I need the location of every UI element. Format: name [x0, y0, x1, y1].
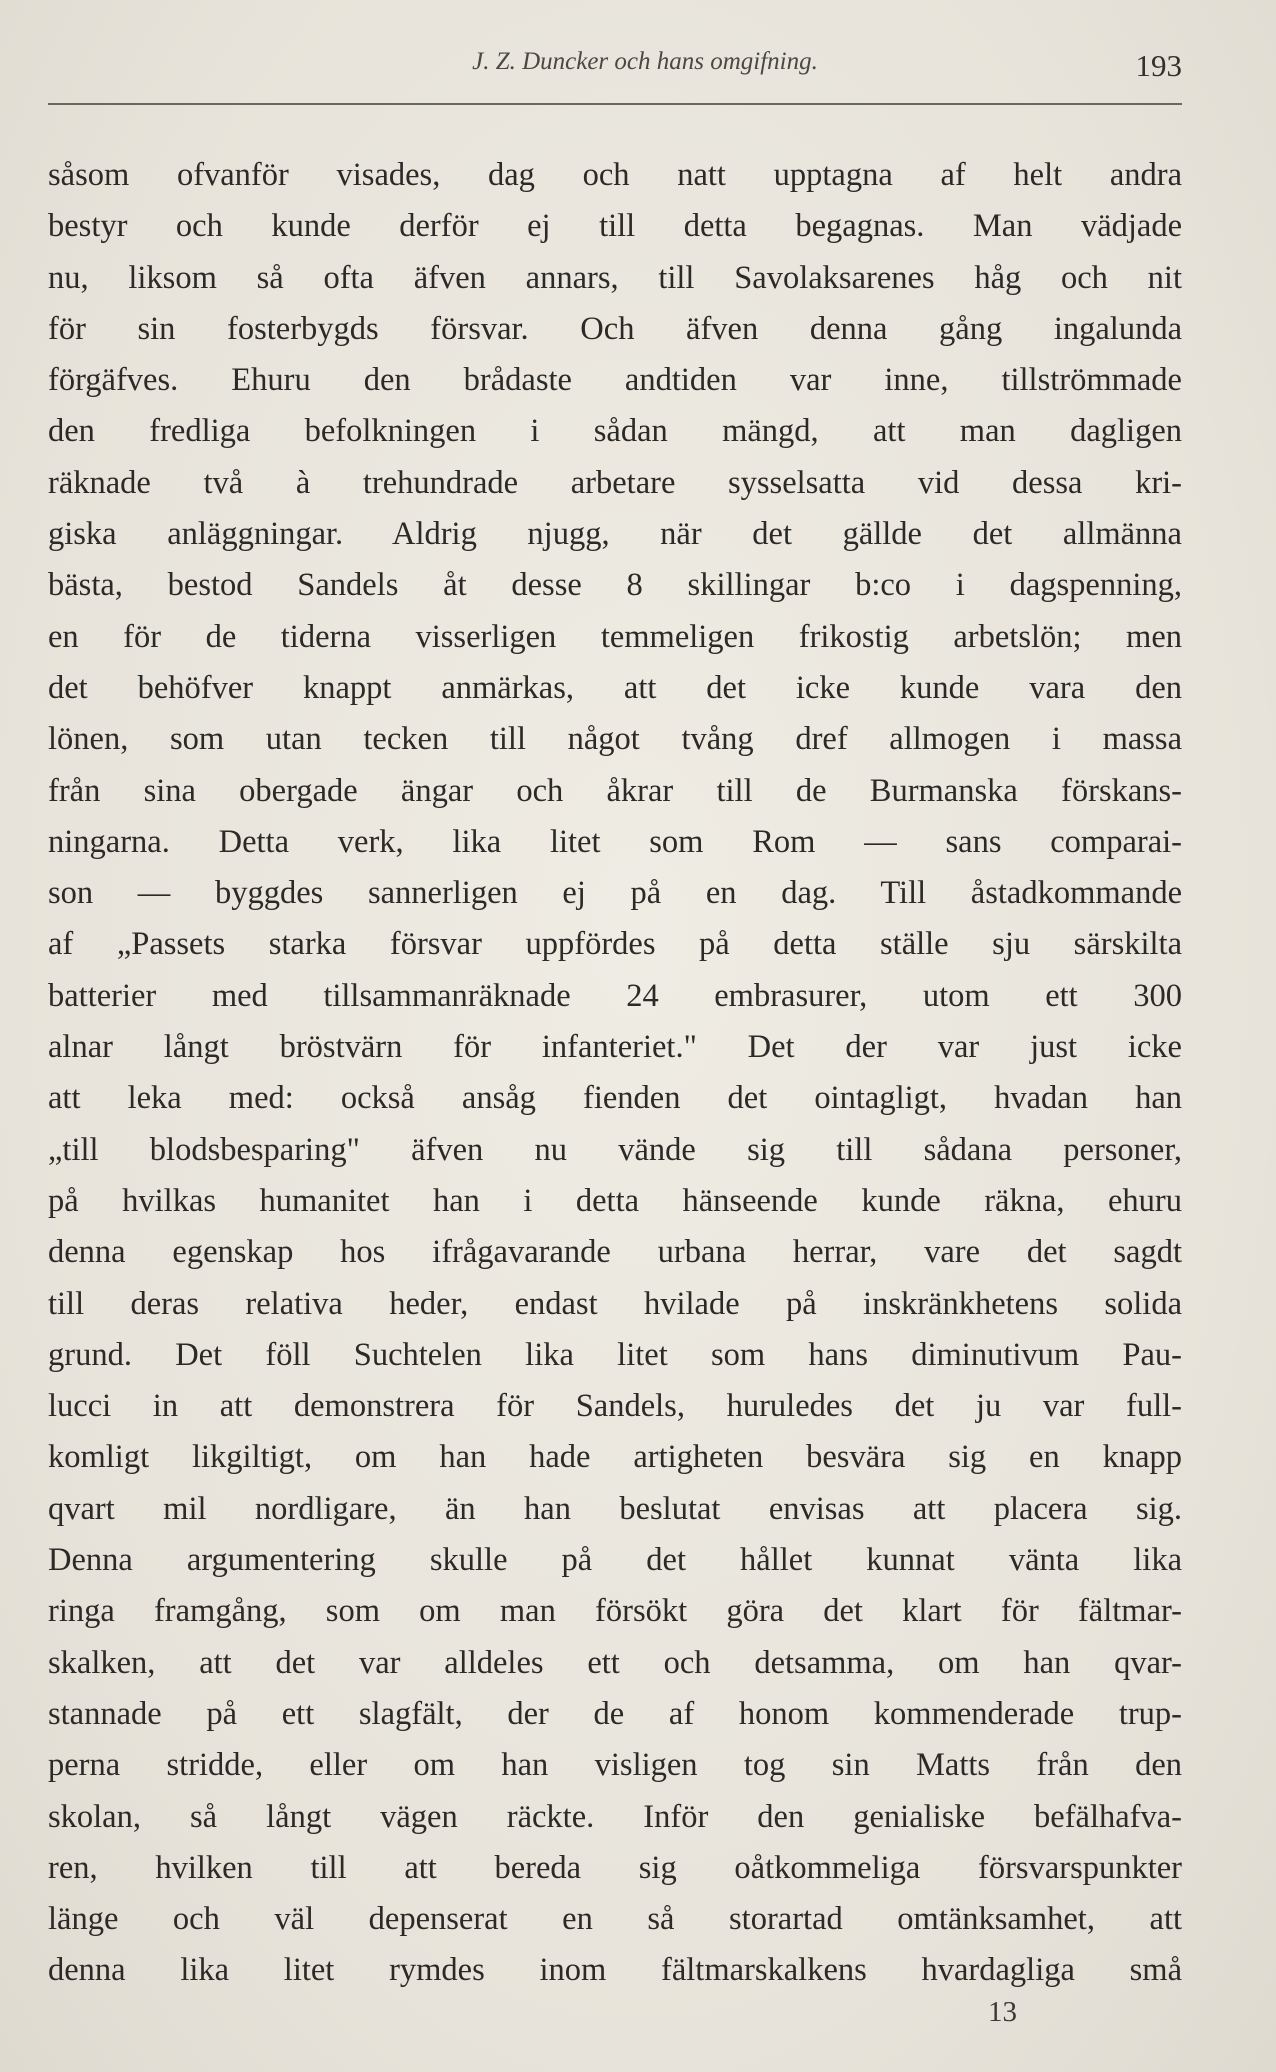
text-line: till deras relativa heder, endast hvilade på inskränkhetens solida: [48, 1285, 1182, 1322]
body-text: [48, 150, 1182, 1997]
text-line: denna lika litet rymdes inom fältmarskalkens hvardagliga små: [48, 1952, 1182, 1989]
text-line: „till blodsbesparing" äfven nu vände sig till sådana personer,: [48, 1131, 1182, 1168]
text-line: perna stridde, eller om han visligen tog sin Matts från den: [48, 1747, 1182, 1784]
text-line: räknade två à trehundrade arbetare sysselsatta vid dessa kri-: [48, 464, 1182, 501]
text-line: såsom ofvanför visades, dag och natt upptagna af helt andra: [48, 157, 1182, 193]
text-line: lucci in att demonstrera för Sandels, huruledes det ju var full-: [48, 1388, 1182, 1425]
text-line: nu, liksom så ofta äfven annars, till Savolaksarenes håg och nit: [48, 259, 1182, 296]
text-line: en för de tiderna visserligen temmeligen frikostig arbetslön; men: [48, 618, 1182, 655]
text-line: af „Passets starka försvar uppfördes på detta ställe sju särskilta: [48, 926, 1182, 963]
text-line: ren, hvilken till att bereda sig oåtkommeliga försvarspunkter: [48, 1849, 1182, 1886]
text-line: på hvilkas humanitet han i detta hänseende kunde räkna, ehuru: [48, 1182, 1182, 1219]
text-line: qvart mil nordligare, än han beslutat envisas att placera sig.: [48, 1490, 1182, 1527]
signature-mark: 13: [988, 1996, 1017, 2028]
text-line: stannade på ett slagfält, der de af honom kommenderade trup-: [48, 1695, 1182, 1732]
page-header: [48, 48, 1182, 92]
text-line: komligt likgiltigt, om han hade artigheten besvära sig en knapp: [48, 1439, 1182, 1476]
text-line: batterier med tillsammanräknade 24 embrasurer, utom ett 300: [48, 977, 1182, 1014]
text-line: från sina obergade ängar och åkrar till de Burmanska förskans-: [48, 772, 1182, 809]
running-title: J. Z. Duncker och hans omgifning.: [472, 48, 818, 75]
text-line: skolan, så långt vägen räckte. Inför den genialiske befälhafva-: [48, 1798, 1182, 1835]
page-number: 193: [1135, 48, 1182, 83]
text-line: förgäfves. Ehuru den brådaste andtiden var inne, tillströmmade: [48, 362, 1182, 399]
text-line: länge och väl depenserat en så storartad omtänksamhet, att: [48, 1901, 1182, 1938]
text-line: bästa, bestod Sandels åt desse 8 skillingar b:co i dagspenning,: [48, 567, 1182, 604]
text-line: alnar långt bröstvärn för infanteriet." Det der var just icke: [48, 1029, 1182, 1066]
text-line: grund. Det föll Suchtelen lika litet som hans diminutivum Pau-: [48, 1336, 1182, 1373]
text-line: ringa framgång, som om man försökt göra det klart för fältmar-: [48, 1593, 1182, 1630]
text-line: att leka med: också ansåg fienden det ointagligt, hvadan han: [48, 1080, 1182, 1117]
header-rule: [48, 103, 1182, 105]
text-line: denna egenskap hos ifrågavarande urbana herrar, vare det sagdt: [48, 1234, 1182, 1271]
text-line: giska anläggningar. Aldrig njugg, när det gällde det allmänna: [48, 516, 1182, 553]
text-line: Denna argumentering skulle på det hållet kunnat vänta lika: [48, 1542, 1182, 1579]
text-line: det behöfver knappt anmärkas, att det icke kunde vara den: [48, 669, 1182, 706]
text-line: ningarna. Detta verk, lika litet som Rom — sans comparai-: [48, 823, 1182, 860]
text-line: den fredliga befolkningen i sådan mängd, att man dagligen: [48, 413, 1182, 450]
text-line: för sin fosterbygds försvar. Och äfven denna gång ingalunda: [48, 310, 1182, 347]
text-line: bestyr och kunde derför ej till detta begagnas. Man vädjade: [48, 208, 1182, 245]
text-line: son — byggdes sannerligen ej på en dag. Till åstadkommande: [48, 875, 1182, 912]
text-line: skalken, att det var alldeles ett och detsamma, om han qvar-: [48, 1644, 1182, 1681]
text-line: lönen, som utan tecken till något tvång dref allmogen i massa: [48, 721, 1182, 758]
